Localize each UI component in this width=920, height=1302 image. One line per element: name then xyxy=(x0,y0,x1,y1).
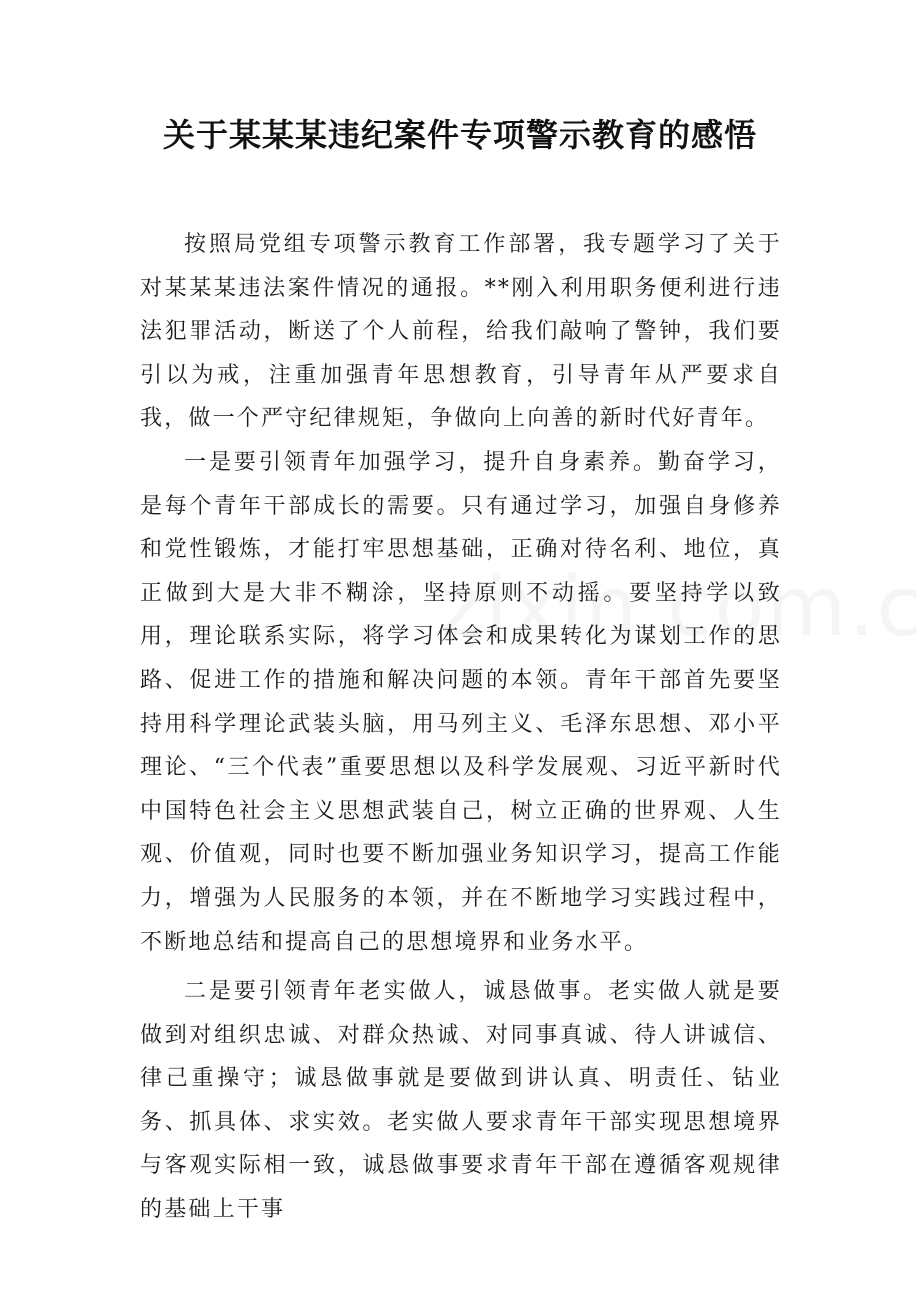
document-title: 关于某某某违纪案件专项警示教育的感悟 xyxy=(162,116,757,154)
paragraph-point-one: 一是要引领青年加强学习，提升自身素养。勤奋学习，是每个青年干部成长的需要。只有通过学习，加强自身修养和党性锻炼，才能打牢思想基础，正确对待名利、地位，真正做到大是大非不糊涂，坚持原则不动摇。要坚持学以致用，理论联系实际，将学习体会和成果转化为谋划工作的思路、促进工作的措施和解决问题的本领。青年干部首先要坚持用科学理论武装头脑，用马列主义、毛泽东思想、邓小平理论、“三个代表”重要思想以及科学发展观、习近平新时代中国特色社会主义思想武装自己，树立正确的世界观、人生观、价值观，同时也要不断加强业务知识学习，提高工作能力，增强为人民服务的本领，并在不断地学习实践过程中，不断地总结和提高自己的思想境界和业务水平。 xyxy=(140,449,782,955)
paragraph-intro: 按照局党组专项警示教育工作部署，我专题学习了关于对某某某违法案件情况的通报。**刚入利用职务便利进行违法犯罪活动，断送了个人前程，给我们敲响了警钟，我们要引以为戒，注重加强青年思想教育，引导青年从严要求自我，做一个严守纪律规矩，争做向上向善的新时代好青年。 xyxy=(140,232,782,432)
document-body xyxy=(140,223,782,1232)
paragraph-point-two: 二是要引领青年老实做人，诚恳做事。老实做人就是要做到对组织忠诚、对群众热诚、对同事真诚、待人讲诚信、律己重操守；诚恳做事就是要做到讲认真、明责任、钻业务、抓具体、求实效。老实做人要求青年干部实现思想境界与客观实际相一致，诚恳做事要求青年干部在遵循客观规律的基础上干事 xyxy=(140,979,782,1223)
